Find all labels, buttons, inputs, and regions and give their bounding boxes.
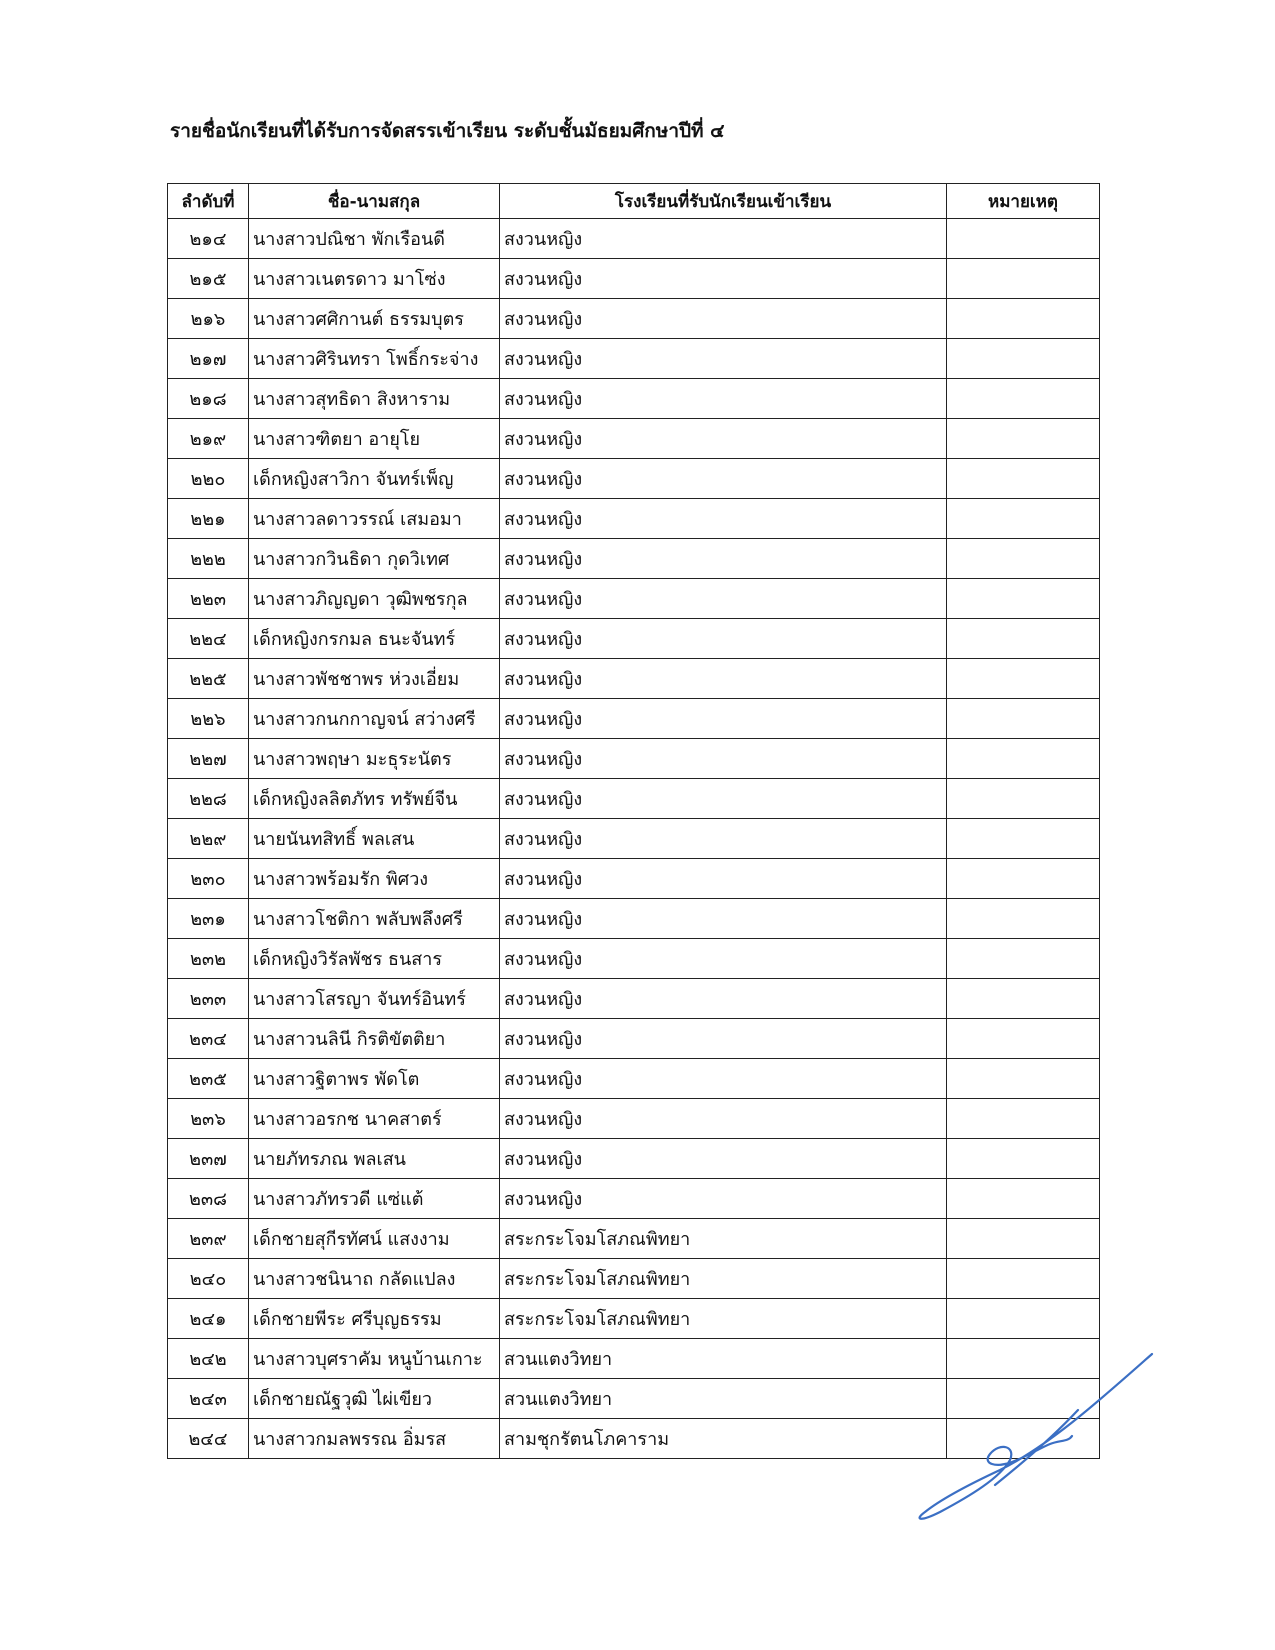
row-note [947,339,1100,379]
student-table [167,183,1100,1459]
row-note [947,899,1100,939]
student-name: นางสาวสุทธิดา สิงหาราม [249,379,500,419]
row-note [947,1139,1100,1179]
school-name: สงวนหญิง [500,579,947,619]
school-name: สงวนหญิง [500,539,947,579]
row-number: ๒๓๔ [168,1019,249,1059]
row-number: ๒๓๘ [168,1179,249,1219]
school-name: สงวนหญิง [500,339,947,379]
school-name: สงวนหญิง [500,299,947,339]
student-name: นางสาวฑิตยา อายุโย [249,419,500,459]
student-name: นางสาวโสรญา จันทร์อินทร์ [249,979,500,1019]
table-row [168,619,1100,659]
row-note [947,379,1100,419]
row-number: ๒๒๒ [168,539,249,579]
table-row [168,219,1100,259]
school-name: สงวนหญิง [500,259,947,299]
row-number: ๒๓๒ [168,939,249,979]
row-number: ๒๑๗ [168,339,249,379]
table-row [168,339,1100,379]
school-name: สระกระโจมโสภณพิทยา [500,1219,947,1259]
table-row [168,819,1100,859]
student-name: นางสาวชนินาถ กลัดแปลง [249,1259,500,1299]
table-row [168,459,1100,499]
table-row [168,259,1100,299]
row-note [947,539,1100,579]
student-name: นางสาวกวินธิดา กุดวิเทศ [249,539,500,579]
row-number: ๒๔๓ [168,1379,249,1419]
student-name: นางสาวศิรินทรา โพธิ์กระจ่าง [249,339,500,379]
row-note [947,1179,1100,1219]
table-row [168,499,1100,539]
student-name: เด็กชายพีระ ศรีบุญธรรม [249,1299,500,1339]
table-row [168,1139,1100,1179]
table-row [168,899,1100,939]
student-name: เด็กชายสุกีรทัศน์ แสงงาม [249,1219,500,1259]
student-name: เด็กชายณัฐวุฒิ ไผ่เขียว [249,1379,500,1419]
school-name: สงวนหญิง [500,899,947,939]
row-note [947,1059,1100,1099]
student-name: นางสาวบุศราคัม หนูบ้านเกาะ [249,1339,500,1379]
student-name: นางสาวปณิชา พักเรือนดี [249,219,500,259]
table-row [168,779,1100,819]
student-name: นางสาวภิญญดา วุฒิพชรกุล [249,579,500,619]
table-row [168,979,1100,1019]
row-number: ๒๒๙ [168,819,249,859]
row-note [947,1019,1100,1059]
table-row [168,699,1100,739]
header-no: ลำดับที่ [168,184,249,219]
row-number: ๒๒๘ [168,779,249,819]
row-number: ๒๒๓ [168,579,249,619]
table-row [168,1299,1100,1339]
row-number: ๒๓๐ [168,859,249,899]
row-number: ๒๔๑ [168,1299,249,1339]
student-name: นายภัทรภณ พลเสน [249,1139,500,1179]
student-name: นายนันทสิทธิ์ พลเสน [249,819,500,859]
table-row [168,859,1100,899]
school-name: สระกระโจมโสภณพิทยา [500,1299,947,1339]
row-note [947,1299,1100,1339]
row-number: ๒๓๑ [168,899,249,939]
row-note [947,819,1100,859]
header-school: โรงเรียนที่รับนักเรียนเข้าเรียน [500,184,947,219]
row-note [947,1219,1100,1259]
school-name: สงวนหญิง [500,979,947,1019]
row-number: ๒๑๙ [168,419,249,459]
school-name: สงวนหญิง [500,939,947,979]
row-number: ๒๑๔ [168,219,249,259]
row-number: ๒๓๖ [168,1099,249,1139]
table-header-row [168,184,1100,219]
row-note [947,1099,1100,1139]
row-number: ๒๑๕ [168,259,249,299]
student-name: นางสาวภัทรวดี แซ่แต้ [249,1179,500,1219]
school-name: สงวนหญิง [500,699,947,739]
row-note [947,939,1100,979]
header-note: หมายเหตุ [947,184,1100,219]
row-note [947,499,1100,539]
student-name: นางสาวอรกช นาคสาตร์ [249,1099,500,1139]
school-name: สงวนหญิง [500,459,947,499]
row-number: ๒๓๕ [168,1059,249,1099]
row-note [947,219,1100,259]
row-note [947,699,1100,739]
school-name: สงวนหญิง [500,499,947,539]
row-number: ๒๓๙ [168,1219,249,1259]
row-note [947,419,1100,459]
table-row [168,539,1100,579]
table-row [168,939,1100,979]
student-name: เด็กหญิงลลิตภัทร ทรัพย์จีน [249,779,500,819]
table-body [168,219,1100,1459]
school-name: สงวนหญิง [500,379,947,419]
school-name: สงวนหญิง [500,1019,947,1059]
row-note [947,259,1100,299]
student-name: นางสาวลดาวรรณ์ เสมอมา [249,499,500,539]
student-name: นางสาวพฤษา มะธุระนัตร [249,739,500,779]
table-row [168,419,1100,459]
header-name: ชื่อ-นามสกุล [249,184,500,219]
student-name: นางสาวโชติกา พลับพลึงศรี [249,899,500,939]
school-name: สงวนหญิง [500,1139,947,1179]
student-name: นางสาวศศิกานต์ ธรรมบุตร [249,299,500,339]
row-number: ๒๔๔ [168,1419,249,1459]
student-name: นางสาวกมลพรรณ อิ่มรส [249,1419,500,1459]
school-name: สวนแตงวิทยา [500,1379,947,1419]
row-number: ๒๒๖ [168,699,249,739]
table-row [168,579,1100,619]
school-name: สงวนหญิง [500,779,947,819]
school-name: สงวนหญิง [500,859,947,899]
school-name: สงวนหญิง [500,419,947,459]
row-note [947,579,1100,619]
table-row [168,1259,1100,1299]
school-name: สามชุกรัตนโภคาราม [500,1419,947,1459]
signature-image [900,1350,1160,1530]
table-row [168,659,1100,699]
student-name: นางสาวเนตรดาว มาโซ่ง [249,259,500,299]
table-row [168,1019,1100,1059]
school-name: สงวนหญิง [500,659,947,699]
row-note [947,979,1100,1019]
student-name: เด็กหญิงวิรัลพัชร ธนสาร [249,939,500,979]
row-number: ๒๓๗ [168,1139,249,1179]
student-name: นางสาวฐิตาพร พัดโต [249,1059,500,1099]
row-number: ๒๒๐ [168,459,249,499]
row-note [947,459,1100,499]
row-number: ๒๒๕ [168,659,249,699]
row-number: ๒๒๗ [168,739,249,779]
row-note [947,859,1100,899]
row-number: ๒๔๒ [168,1339,249,1379]
row-note [947,779,1100,819]
school-name: สงวนหญิง [500,1059,947,1099]
school-name: สวนแตงวิทยา [500,1339,947,1379]
school-name: สงวนหญิง [500,619,947,659]
row-number: ๒๓๓ [168,979,249,1019]
row-note [947,619,1100,659]
table-row [168,1219,1100,1259]
school-name: สงวนหญิง [500,219,947,259]
school-name: สงวนหญิง [500,739,947,779]
student-name: นางสาวนลินี กิรติขัตติยา [249,1019,500,1059]
table-row [168,1179,1100,1219]
student-name: นางสาวพัชชาพร ห่วงเอี่ยม [249,659,500,699]
page-title: รายชื่อนักเรียนที่ได้รับการจัดสรรเข้าเรียน ระดับชั้นมัธยมศึกษาปีที่ ๔ [170,120,725,142]
school-name: สระกระโจมโสภณพิทยา [500,1259,947,1299]
table-row [168,1099,1100,1139]
school-name: สงวนหญิง [500,1179,947,1219]
school-name: สงวนหญิง [500,1099,947,1139]
student-name: เด็กหญิงสาวิกา จันทร์เพ็ญ [249,459,500,499]
student-name: นางสาวพร้อมรัก พิศวง [249,859,500,899]
table-row [168,379,1100,419]
row-number: ๒๒๔ [168,619,249,659]
row-number: ๒๑๖ [168,299,249,339]
table-row [168,299,1100,339]
row-number: ๒๑๘ [168,379,249,419]
row-note [947,1259,1100,1299]
row-note [947,299,1100,339]
table-row [168,1059,1100,1099]
student-name: นางสาวกนกกาญจน์ สว่างศรี [249,699,500,739]
row-note [947,739,1100,779]
row-number: ๒๔๐ [168,1259,249,1299]
row-number: ๒๒๑ [168,499,249,539]
row-note [947,659,1100,699]
school-name: สงวนหญิง [500,819,947,859]
table-row [168,739,1100,779]
student-name: เด็กหญิงกรกมล ธนะจันทร์ [249,619,500,659]
